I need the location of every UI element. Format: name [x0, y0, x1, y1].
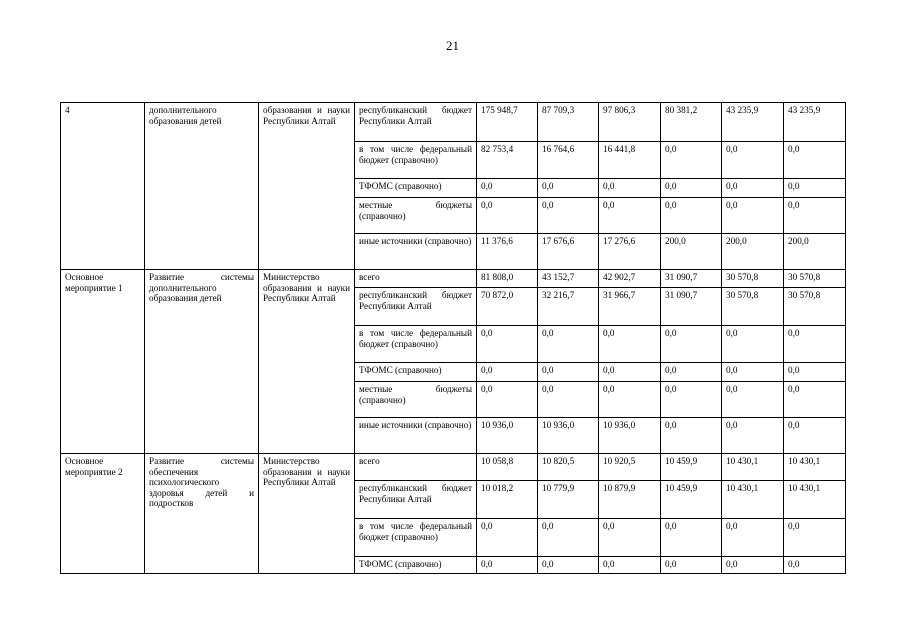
amount-cell: 0,0 — [661, 326, 722, 363]
amount-cell: 31 090,7 — [661, 270, 722, 288]
responsible-executor-cell: Министерство образования и науки Республики Алтай — [259, 454, 355, 574]
page-number: 21 — [446, 38, 459, 53]
amount-cell: 0,0 — [661, 382, 722, 418]
amount-cell: 42 902,7 — [599, 270, 661, 288]
amount-cell: 200,0 — [722, 234, 784, 270]
amount-cell: 0,0 — [722, 198, 784, 234]
funding-source-cell: иные источники (справочно) — [355, 418, 477, 454]
amount-cell: 16 764,6 — [538, 142, 599, 179]
amount-cell: 0,0 — [661, 557, 722, 574]
amount-cell: 43 235,9 — [784, 103, 846, 142]
amount-cell: 0,0 — [477, 557, 538, 574]
amount-cell: 43 152,7 — [538, 270, 599, 288]
amount-cell: 0,0 — [784, 382, 846, 418]
amount-cell: 0,0 — [722, 326, 784, 363]
amount-cell: 0,0 — [599, 519, 661, 557]
funding-source-cell: ТФОМС (справочно) — [355, 557, 477, 574]
amount-cell: 0,0 — [477, 382, 538, 418]
amount-cell: 31 966,7 — [599, 288, 661, 326]
funding-source-cell: республиканский бюджет Республики Алтай — [355, 288, 477, 326]
amount-cell: 0,0 — [538, 557, 599, 574]
amount-cell: 31 090,7 — [661, 288, 722, 326]
funding-source-cell: республиканский бюджет Республики Алтай — [355, 481, 477, 519]
amount-cell: 0,0 — [661, 179, 722, 198]
amount-cell: 0,0 — [477, 179, 538, 198]
amount-cell: 0,0 — [538, 519, 599, 557]
amount-cell: 0,0 — [722, 382, 784, 418]
amount-cell: 10 879,9 — [599, 481, 661, 519]
amount-cell: 10 058,8 — [477, 454, 538, 481]
amount-cell: 43 235,9 — [722, 103, 784, 142]
amount-cell: 0,0 — [538, 326, 599, 363]
amount-cell: 0,0 — [784, 326, 846, 363]
amount-cell: 0,0 — [784, 363, 846, 382]
amount-cell: 0,0 — [784, 519, 846, 557]
amount-cell: 0,0 — [661, 519, 722, 557]
funding-source-cell: республиканский бюджет Республики Алтай — [355, 103, 477, 142]
amount-cell: 97 806,3 — [599, 103, 661, 142]
amount-cell: 0,0 — [784, 142, 846, 179]
funding-source-cell: иные источники (справочно) — [355, 234, 477, 270]
amount-cell: 0,0 — [599, 198, 661, 234]
amount-cell: 70 872,0 — [477, 288, 538, 326]
amount-cell: 80 381,2 — [661, 103, 722, 142]
amount-cell: 0,0 — [661, 363, 722, 382]
amount-cell: 32 216,7 — [538, 288, 599, 326]
table-body — [61, 103, 846, 574]
amount-cell: 0,0 — [538, 363, 599, 382]
amount-cell: 10 430,1 — [722, 454, 784, 481]
amount-cell: 0,0 — [784, 179, 846, 198]
amount-cell: 0,0 — [599, 326, 661, 363]
amount-cell: 16 441,8 — [599, 142, 661, 179]
amount-cell: 0,0 — [477, 363, 538, 382]
amount-cell: 0,0 — [599, 382, 661, 418]
program-number-cell: Основное мероприятие 2 — [61, 454, 145, 574]
amount-cell: 10 920,5 — [599, 454, 661, 481]
amount-cell: 0,0 — [784, 418, 846, 454]
table-row — [61, 103, 846, 142]
amount-cell: 87 709,3 — [538, 103, 599, 142]
amount-cell: 0,0 — [538, 179, 599, 198]
amount-cell: 10 936,0 — [599, 418, 661, 454]
amount-cell: 10 459,9 — [661, 454, 722, 481]
amount-cell: 30 570,8 — [784, 288, 846, 326]
amount-cell: 10 430,1 — [784, 454, 846, 481]
amount-cell: 10 430,1 — [784, 481, 846, 519]
amount-cell: 200,0 — [661, 234, 722, 270]
amount-cell: 0,0 — [599, 363, 661, 382]
program-name-cell: Развитие системы дополнительного образования детей — [145, 270, 259, 454]
amount-cell: 175 948,7 — [477, 103, 538, 142]
amount-cell: 17 276,6 — [599, 234, 661, 270]
amount-cell: 0,0 — [661, 198, 722, 234]
amount-cell: 82 753,4 — [477, 142, 538, 179]
amount-cell: 0,0 — [599, 179, 661, 198]
amount-cell: 0,0 — [784, 557, 846, 574]
amount-cell: 0,0 — [722, 363, 784, 382]
amount-cell: 30 570,8 — [722, 288, 784, 326]
table-row — [61, 454, 846, 481]
amount-cell: 0,0 — [661, 418, 722, 454]
funding-source-cell: местные бюджеты (справочно) — [355, 382, 477, 418]
amount-cell: 0,0 — [477, 326, 538, 363]
funding-source-cell: ТФОМС (справочно) — [355, 179, 477, 198]
amount-cell: 0,0 — [477, 519, 538, 557]
responsible-executor-cell: образования и науки Республики Алтай — [259, 103, 355, 270]
amount-cell: 0,0 — [784, 198, 846, 234]
funding-table — [60, 102, 846, 574]
funding-source-cell: всего — [355, 270, 477, 288]
amount-cell: 10 018,2 — [477, 481, 538, 519]
amount-cell: 10 459,9 — [661, 481, 722, 519]
funding-source-cell: в том числе федеральный бюджет (справочно) — [355, 519, 477, 557]
amount-cell: 200,0 — [784, 234, 846, 270]
amount-cell: 0,0 — [722, 519, 784, 557]
amount-cell: 30 570,8 — [722, 270, 784, 288]
amount-cell: 10 430,1 — [722, 481, 784, 519]
amount-cell: 81 808,0 — [477, 270, 538, 288]
amount-cell: 10 936,0 — [538, 418, 599, 454]
amount-cell: 0,0 — [538, 382, 599, 418]
program-name-cell: Развитие системы обеспечения психологического здоровья детей и подростков — [145, 454, 259, 574]
amount-cell: 10 779,9 — [538, 481, 599, 519]
amount-cell: 11 376,6 — [477, 234, 538, 270]
amount-cell: 0,0 — [722, 557, 784, 574]
program-number-cell: Основное мероприятие 1 — [61, 270, 145, 454]
funding-source-cell: в том числе федеральный бюджет (справочно) — [355, 326, 477, 363]
amount-cell: 0,0 — [722, 418, 784, 454]
funding-source-cell: ТФОМС (справочно) — [355, 363, 477, 382]
amount-cell: 0,0 — [599, 557, 661, 574]
amount-cell: 10 936,0 — [477, 418, 538, 454]
amount-cell: 10 820,5 — [538, 454, 599, 481]
amount-cell: 0,0 — [722, 142, 784, 179]
responsible-executor-cell: Министерство образования и науки Республики Алтай — [259, 270, 355, 454]
amount-cell: 0,0 — [722, 179, 784, 198]
amount-cell: 17 676,6 — [538, 234, 599, 270]
funding-source-cell: местные бюджеты (справочно) — [355, 198, 477, 234]
table-row — [61, 270, 846, 288]
amount-cell: 0,0 — [661, 142, 722, 179]
program-number-cell: 4 — [61, 103, 145, 270]
funding-source-cell: в том числе федеральный бюджет (справочно) — [355, 142, 477, 179]
amount-cell: 30 570,8 — [784, 270, 846, 288]
program-name-cell: дополнительного образования детей — [145, 103, 259, 270]
amount-cell: 0,0 — [538, 198, 599, 234]
amount-cell: 0,0 — [477, 198, 538, 234]
funding-source-cell: всего — [355, 454, 477, 481]
